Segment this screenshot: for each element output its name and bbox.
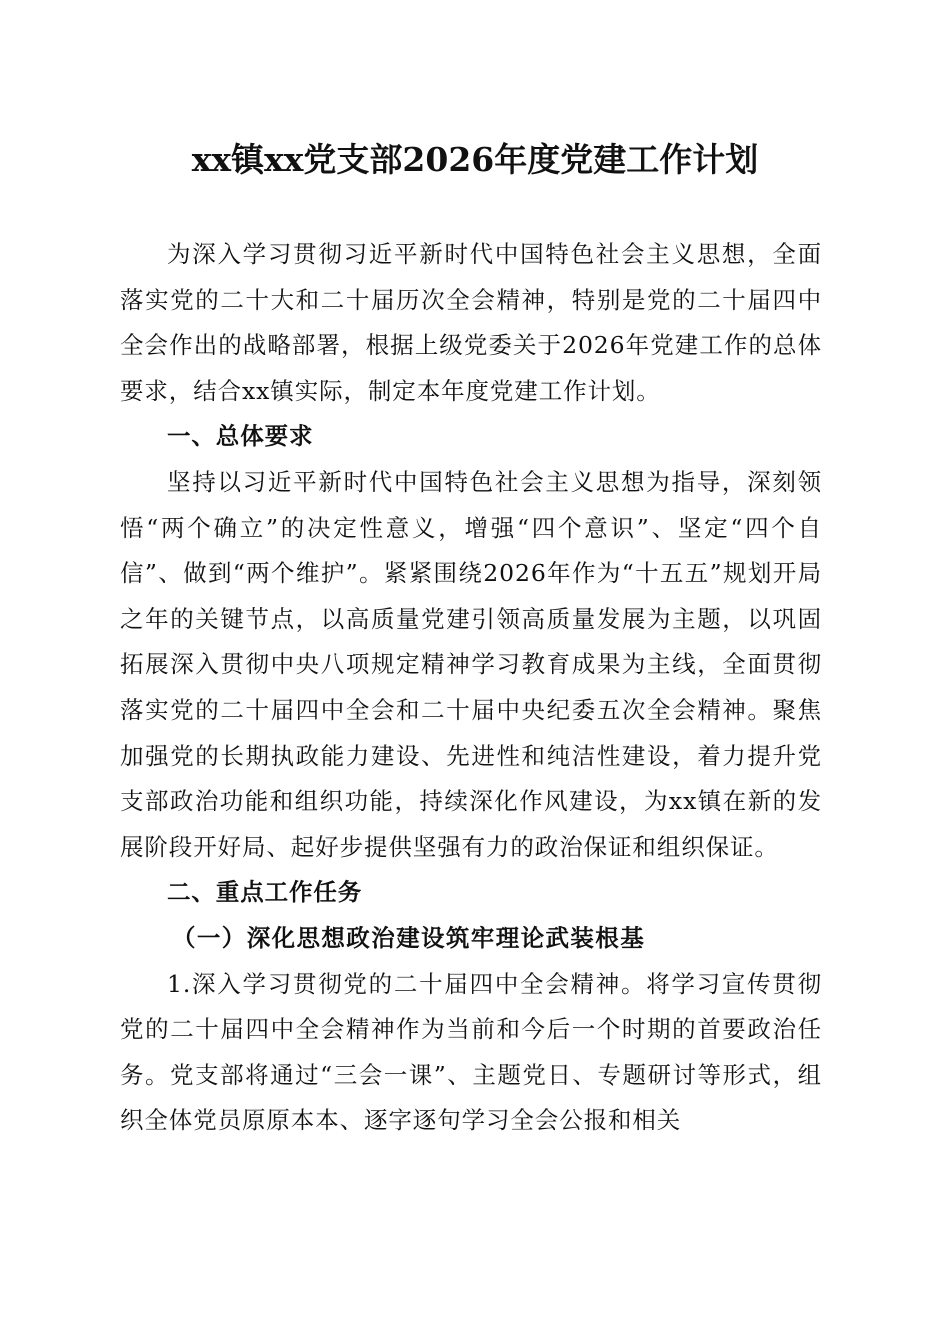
- section-heading-key-tasks: 二、重点工作任务: [167, 878, 363, 907]
- document-body: [120, 232, 822, 1144]
- subsection-heading-ideological-building: （一）深化思想政治建设筑牢理论武装根基: [172, 923, 646, 952]
- general-requirements-paragraph: 坚持以习近平新时代中国特色社会主义思想为指导，深刻领悟“两个确立”的决定性意义，增强“四个意识”、坚定“四个自信”、做到“两个维护”。紧紧围绕2026年作为“十五五”规划开局之年的关键节点，以高质量党建引领高质量发展为主题，以巩固拓展深入贯彻中央八项规定精神学习教育成果为主线，全面贯彻落实党的二十届四中全会和二十届中央纪委五次全会精神。聚焦加强党的长期执政能力建设、先进性和纯洁性建设，着力提升党支部政治功能和组织功能，持续深化作风建设，为xx镇在新的发展阶段开好局、起好步提供坚强有力的政治保证和组织保证。: [120, 467, 822, 861]
- section-heading-general-requirements: 一、总体要求: [167, 422, 314, 451]
- document-title: xx镇xx党支部2026年度党建工作计划: [191, 140, 759, 179]
- intro-paragraph: 为深入学习贯彻习近平新时代中国特色社会主义思想，全面落实党的二十大和二十届历次全会精神，特别是党的二十届四中全会作出的战略部署，根据上级党委关于2026年党建工作的总体要求，结合xx镇实际，制定本年度党建工作计划。: [120, 240, 822, 405]
- task-item-1-paragraph: 1.深入学习贯彻党的二十届四中全会精神。将学习宣传贯彻党的二十届四中全会精神作为当前和今后一个时期的首要政治任务。党支部将通过“三会一课”、主题党日、专题研讨等形式，组织全体党员原原本本、逐字逐句学习全会公报和相关: [120, 969, 822, 1135]
